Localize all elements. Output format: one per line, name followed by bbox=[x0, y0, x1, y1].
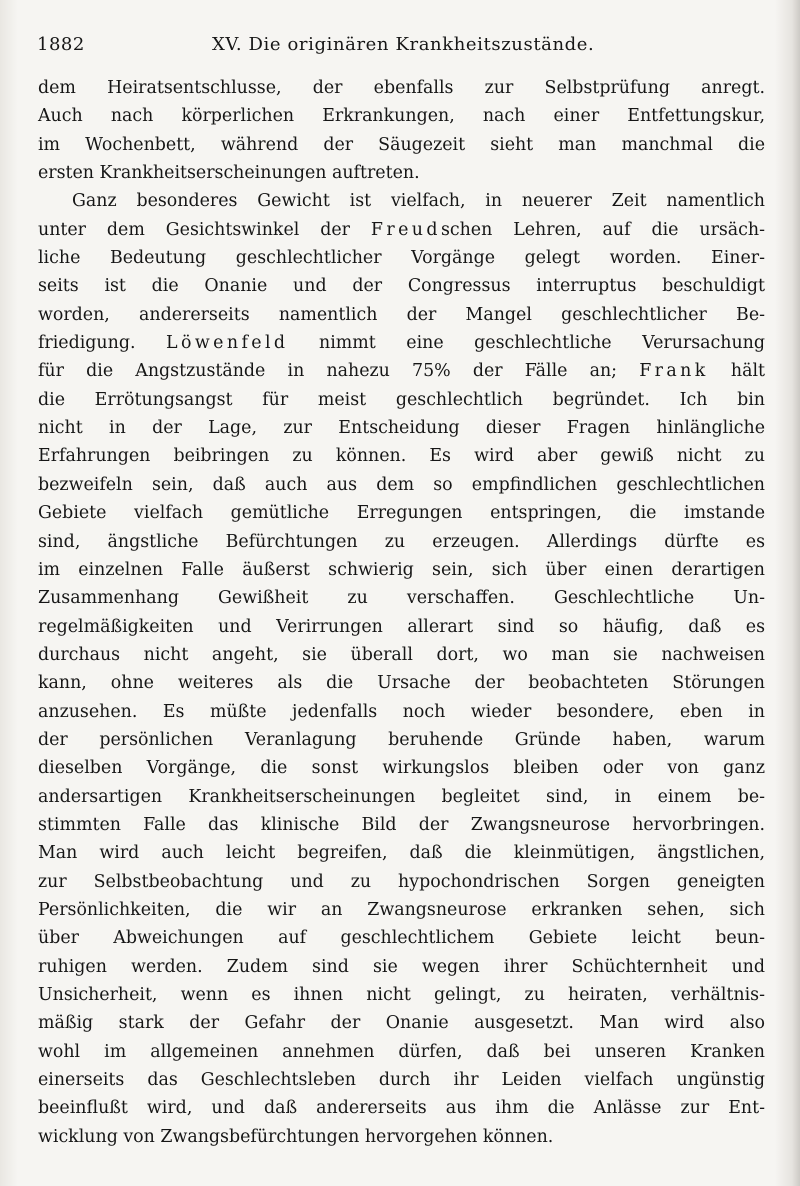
text-line: Auch nach körperlichen Erkrankungen, nach einer Entfettungskur, bbox=[38, 106, 765, 127]
author-name-freud: Freud bbox=[370, 219, 441, 240]
text-line: im einzelnen Falle äußerst schwierig sein, sich über einen derartigen bbox=[38, 559, 765, 580]
text-line: bezweifeln sein, daß auch aus dem so empfindlichen geschlechtlichen bbox=[38, 474, 765, 495]
text-line-content: friedigung. bbox=[38, 333, 167, 354]
text-line: sind, ängstliche Befürchtungen zu erzeugen. Allerdings dürfte es bbox=[38, 531, 765, 552]
text-line: anzusehen. Es müßte jedenfalls noch wieder besondere, eben in bbox=[38, 701, 765, 722]
text-line: worden, andererseits namentlich der Mangel geschlechtlicher Be- bbox=[38, 304, 765, 325]
text-line: dem Heiratsentschlusse, der ebenfalls zur Selbstprüfung anregt. bbox=[38, 78, 765, 98]
text-line: dieselben Vorgänge, die sonst wirkungslos bleiben oder von ganz bbox=[38, 758, 765, 779]
body-text bbox=[38, 74, 765, 1151]
text-line: Erfahrungen beibringen zu können. Es wird aber gewiß nicht zu bbox=[38, 446, 765, 467]
text-line: nicht in der Lage, zur Entscheidung dieser Fragen hinlängliche bbox=[38, 418, 765, 439]
text-line: einerseits das Geschlechtsleben durch ihr Leiden vielfach ungünstig bbox=[38, 1070, 765, 1091]
text-line: ruhigen werden. Zudem sind sie wegen ihrer Schüchternheit und bbox=[38, 956, 765, 977]
text-line bbox=[38, 357, 765, 385]
text-line: beeinflußt wird, und daß andererseits aus ihm die Anlässe zur Ent- bbox=[38, 1098, 765, 1119]
author-name-frank: Frank bbox=[639, 361, 709, 382]
text-line: Unsicherheit, wenn es ihnen nicht gelingt, zu heiraten, verhältnis- bbox=[38, 985, 765, 1005]
text-line bbox=[38, 216, 765, 244]
text-line-content: schen Lehren, auf die ursäch- bbox=[440, 219, 765, 240]
page-edge-shadow bbox=[792, 0, 800, 1186]
text-line: Gebiete vielfach gemütliche Erregungen entspringen, die imstande bbox=[38, 503, 765, 524]
text-line-content: nimmt eine geschlechtliche Verursachung bbox=[288, 333, 765, 354]
text-line: wicklung von Zwangsbefürchtungen hervorgehen können. bbox=[38, 1126, 554, 1147]
text-line: ersten Krankheitserscheinungen auftreten. bbox=[38, 163, 420, 184]
page-header bbox=[37, 33, 763, 57]
text-line: wohl im allgemeinen annehmen dürfen, daß bei unseren Kranken bbox=[38, 1041, 765, 1062]
text-line: die Errötungsangst für meist geschlechtlich begründet. Ich bin bbox=[38, 389, 765, 410]
text-line-content: Ganz besonderes Gewicht ist vielfach, in neuerer Zeit namentlich bbox=[72, 191, 765, 212]
text-line: Persönlichkeiten, die wir an Zwangsneurose erkranken sehen, sich bbox=[38, 899, 765, 920]
text-line: über Abweichungen auf geschlechtlichem Gebiete leicht beun- bbox=[38, 928, 765, 949]
text-line: im Wochenbett, während der Säugezeit sieht man manchmal die bbox=[38, 134, 765, 155]
text-line: andersartigen Krankheitserscheinungen begleitet sind, in einem be- bbox=[38, 786, 765, 807]
text-line: liche Bedeutung geschlechtlicher Vorgänge gelegt worden. Einer- bbox=[38, 248, 765, 269]
paragraph-first-line bbox=[38, 187, 765, 215]
text-line-content: hält bbox=[708, 361, 765, 382]
running-head: XV. Die originären Krankheitszustände. bbox=[212, 34, 595, 55]
text-line: mäßig stark der Gefahr der Onanie ausgesetzt. Man wird also bbox=[38, 1013, 765, 1034]
text-line: seits ist die Onanie und der Congressus interruptus beschuldigt bbox=[38, 276, 765, 297]
text-line-content: unter dem Gesichtswinkel der bbox=[38, 219, 371, 240]
text-line: Man wird auch leicht begreifen, daß die kleinmütigen, ängstlichen, bbox=[38, 843, 765, 864]
text-line: durchaus nicht angeht, sie überall dort, wo man sie nachweisen bbox=[38, 644, 765, 665]
text-line: zur Selbstbeobachtung und zu hypochondrischen Sorgen geneigten bbox=[38, 871, 765, 892]
author-name-loewenfeld: Löwenfeld bbox=[166, 333, 289, 354]
text-line: Zusammenhang Gewißheit zu verschaffen. Geschlechtliche Un- bbox=[38, 588, 765, 609]
text-line: der persönlichen Veranlagung beruhende Gründe haben, warum bbox=[38, 729, 765, 750]
text-line: kann, ohne weiteres als die Ursache der beobachteten Störungen bbox=[38, 673, 765, 694]
page-number: 1882 bbox=[37, 34, 85, 55]
text-line-content: für die Angstzustände in nahezu 75% der Fälle an; bbox=[38, 361, 640, 382]
text-line bbox=[38, 329, 765, 357]
text-line: regelmäßigkeiten und Verirrungen allerart sind so häufig, daß es bbox=[38, 616, 765, 637]
text-line: stimmten Falle das klinische Bild der Zwangsneurose hervorbringen. bbox=[38, 814, 765, 835]
